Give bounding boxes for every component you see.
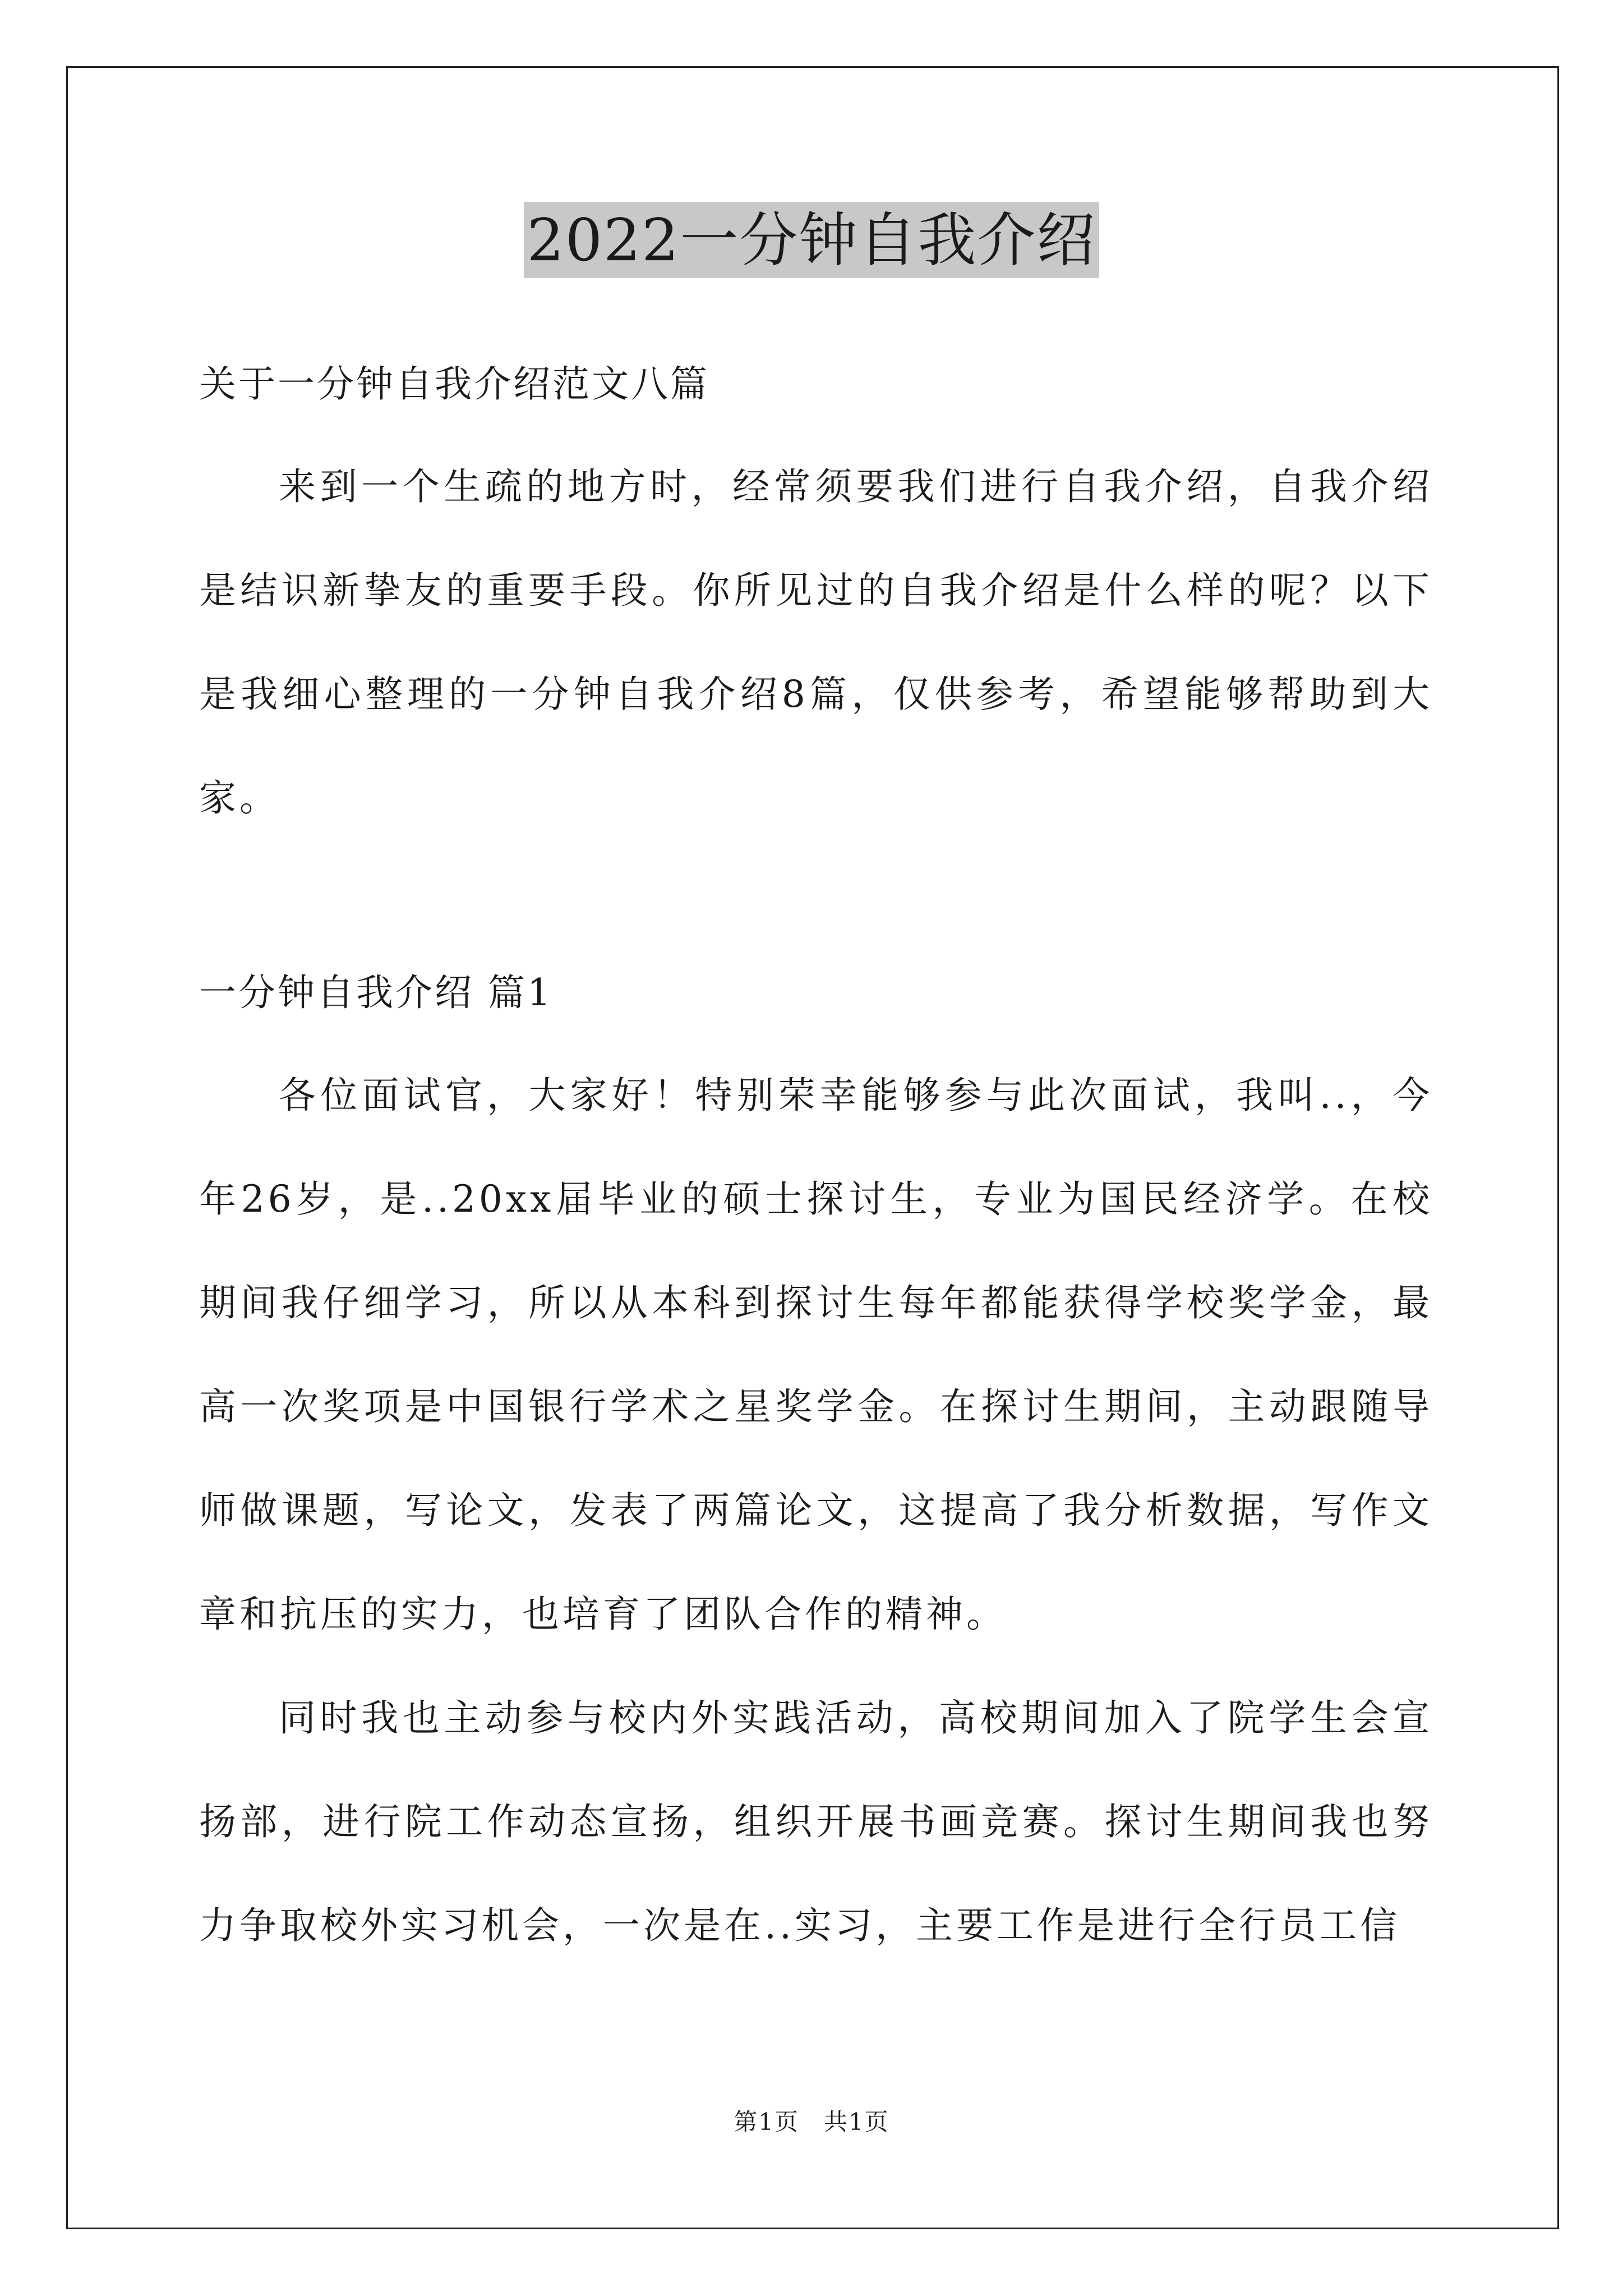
document-body: [199, 311, 1433, 1977]
document-title: 2022一分钟自我介绍: [524, 202, 1100, 278]
page-footer: 第1页 共1页: [734, 2108, 889, 2136]
document-subtitle: 关于一分钟自我介绍范文八篇: [199, 362, 709, 406]
body-paragraph-2: 同时我也主动参与校内外实践活动，高校期间加入了院学生会宣扬部，进行院工作动态宣扬，组织开展书画竞赛。探讨生期间我也努力争取校外实习机会，一次是在..实习，主要工作是进行全行员工信: [199, 1696, 1433, 1947]
section-heading: 一分钟自我介绍 篇1: [199, 971, 553, 1014]
title-container: [0, 202, 1623, 278]
intro-paragraph: 来到一个生疏的地方时，经常须要我们进行自我介绍，自我介绍是结识新挚友的重要手段。你所见过的自我介绍是什么样的呢？以下是我细心整理的一分钟自我介绍8篇，仅供参考，希望能够帮助到大家。: [199, 465, 1433, 820]
body-paragraph-1: 各位面试官，大家好！特别荣幸能够参与此次面试，我叫..，今年26岁，是..20xx届毕业的硕士探讨生，专业为国民经济学。在校期间我仔细学习，所以从本科到探讨生每年都能获得学校奖学金，最高一次奖项是中国银行学术之星奖学金。在探讨生期间，主动跟随导师做课题，写论文，发表了两篇论文，这提高了我分析数据，写作文章和抗压的实力，也培育了团队合作的精神。: [199, 1074, 1433, 1636]
